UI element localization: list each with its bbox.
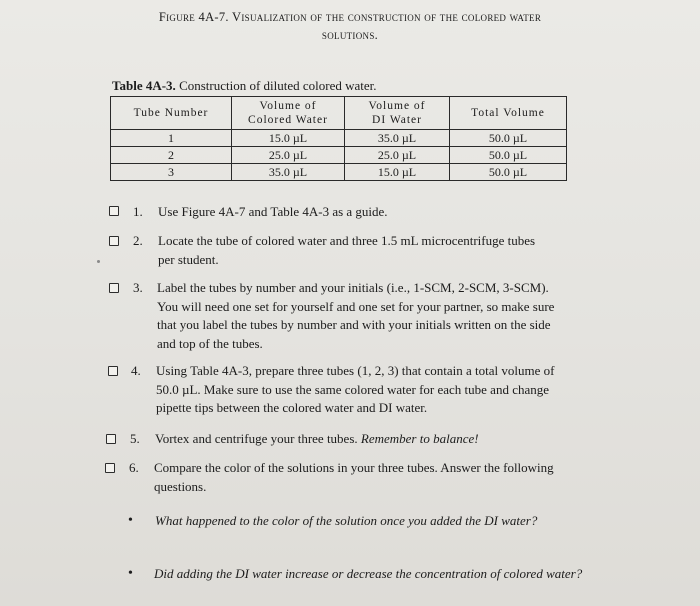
header-colored-water bbox=[232, 97, 345, 130]
cell-tube: 3 bbox=[111, 164, 232, 181]
table-row bbox=[111, 147, 567, 164]
step-6-number: 6. bbox=[129, 460, 139, 475]
table-header-row bbox=[111, 97, 567, 130]
question-2: Did adding the DI water increase or decrease the concentration of colored water? bbox=[154, 566, 583, 581]
step-4-text bbox=[156, 362, 554, 418]
header-di-water bbox=[345, 97, 450, 130]
step-6-line: Compare the color of the solutions in your three tubes. Answer the following bbox=[154, 460, 554, 475]
step-5-reminder: Remember to balance! bbox=[360, 431, 479, 446]
step-1-text bbox=[158, 203, 388, 222]
cell-di-water: 15.0 µL bbox=[345, 164, 450, 181]
step-3-number: 3. bbox=[133, 280, 143, 295]
header-tube-number-text: Tube Number bbox=[133, 107, 209, 119]
step-2-line: Locate the tube of colored water and three 1.5 mL microcentrifuge tubes bbox=[158, 233, 536, 248]
step-3-line: Label the tubes by number and your initials (i.e., 1-SCM, 2-SCM, 3-SCM). bbox=[157, 280, 549, 295]
figure-title bbox=[90, 8, 610, 44]
header-total-volume-text: Total Volume bbox=[471, 107, 545, 119]
step-1-line: Use Figure 4A-7 and Table 4A-3 as a guide. bbox=[158, 204, 388, 219]
step-6-checkbox[interactable] bbox=[105, 463, 115, 473]
step-1-checkbox[interactable] bbox=[109, 206, 119, 216]
step-3-line: that you label the tubes by number and with your initials written on the side bbox=[157, 317, 551, 332]
bullet-icon: • bbox=[128, 566, 133, 581]
step-6-text bbox=[154, 459, 554, 496]
step-5-checkbox[interactable] bbox=[106, 434, 116, 444]
table-caption bbox=[112, 78, 377, 94]
step-4-line: Using Table 4A-3, prepare three tubes (1, 2, 3) that contain a total volume of bbox=[156, 363, 555, 378]
cell-total: 50.0 µL bbox=[450, 164, 567, 181]
header-di-water-line-2: DI Water bbox=[372, 114, 422, 126]
bullet-icon: • bbox=[128, 513, 133, 528]
step-1-number: 1. bbox=[133, 204, 143, 219]
step-5-text bbox=[155, 430, 479, 449]
cell-colored-water: 25.0 µL bbox=[232, 147, 345, 164]
step-4-line: 50.0 µL. Make sure to use the same colored water for each tube and change bbox=[156, 381, 550, 397]
header-tube-number bbox=[111, 97, 232, 130]
cell-colored-water: 35.0 µL bbox=[232, 164, 345, 181]
step-2-text bbox=[158, 232, 535, 269]
figure-title-line-2: solutions. bbox=[321, 28, 379, 42]
step-3-line: and top of the tubes. bbox=[157, 335, 263, 351]
cell-di-water: 35.0 µL bbox=[345, 130, 450, 147]
header-total-volume bbox=[450, 97, 567, 130]
dilution-table bbox=[110, 96, 567, 181]
question-1: What happened to the color of the solution once you added the DI water? bbox=[155, 513, 538, 528]
step-4-checkbox[interactable] bbox=[108, 366, 118, 376]
step-2-line: per student. bbox=[158, 251, 219, 267]
step-4-number: 4. bbox=[131, 363, 141, 378]
step-5-instruction: Vortex and centrifuge your three tubes. bbox=[155, 431, 361, 446]
cell-total: 50.0 µL bbox=[450, 130, 567, 147]
step-6-line: questions. bbox=[154, 478, 207, 494]
figure-title-line-1: Figure 4A-7. Visualization of the construction of the colored water bbox=[158, 10, 542, 24]
step-4-line: pipette tips between the colored water and DI water. bbox=[156, 400, 428, 415]
table-caption-label: Table 4A-3. bbox=[112, 78, 176, 93]
step-2-number: 2. bbox=[133, 233, 143, 248]
cell-colored-water: 15.0 µL bbox=[232, 130, 345, 147]
cell-tube: 1 bbox=[111, 130, 232, 147]
table-row bbox=[111, 130, 567, 147]
header-di-water-line-1: Volume of bbox=[368, 100, 426, 112]
step-2-checkbox[interactable] bbox=[109, 236, 119, 246]
step-5-number: 5. bbox=[130, 431, 140, 446]
step-3-text bbox=[157, 279, 554, 353]
table-caption-text: Construction of diluted colored water. bbox=[175, 78, 377, 93]
cell-di-water: 25.0 µL bbox=[345, 147, 450, 164]
cell-total: 50.0 µL bbox=[450, 147, 567, 164]
header-colored-water-line-1: Volume of bbox=[259, 100, 317, 112]
cell-tube: 2 bbox=[111, 147, 232, 164]
step-3-checkbox[interactable] bbox=[109, 283, 119, 293]
table-row bbox=[111, 164, 567, 181]
step-3-line: You will need one set for yourself and one set for your partner, so make sure bbox=[157, 298, 555, 314]
header-colored-water-line-2: Colored Water bbox=[248, 114, 328, 126]
page-mark bbox=[97, 260, 100, 263]
